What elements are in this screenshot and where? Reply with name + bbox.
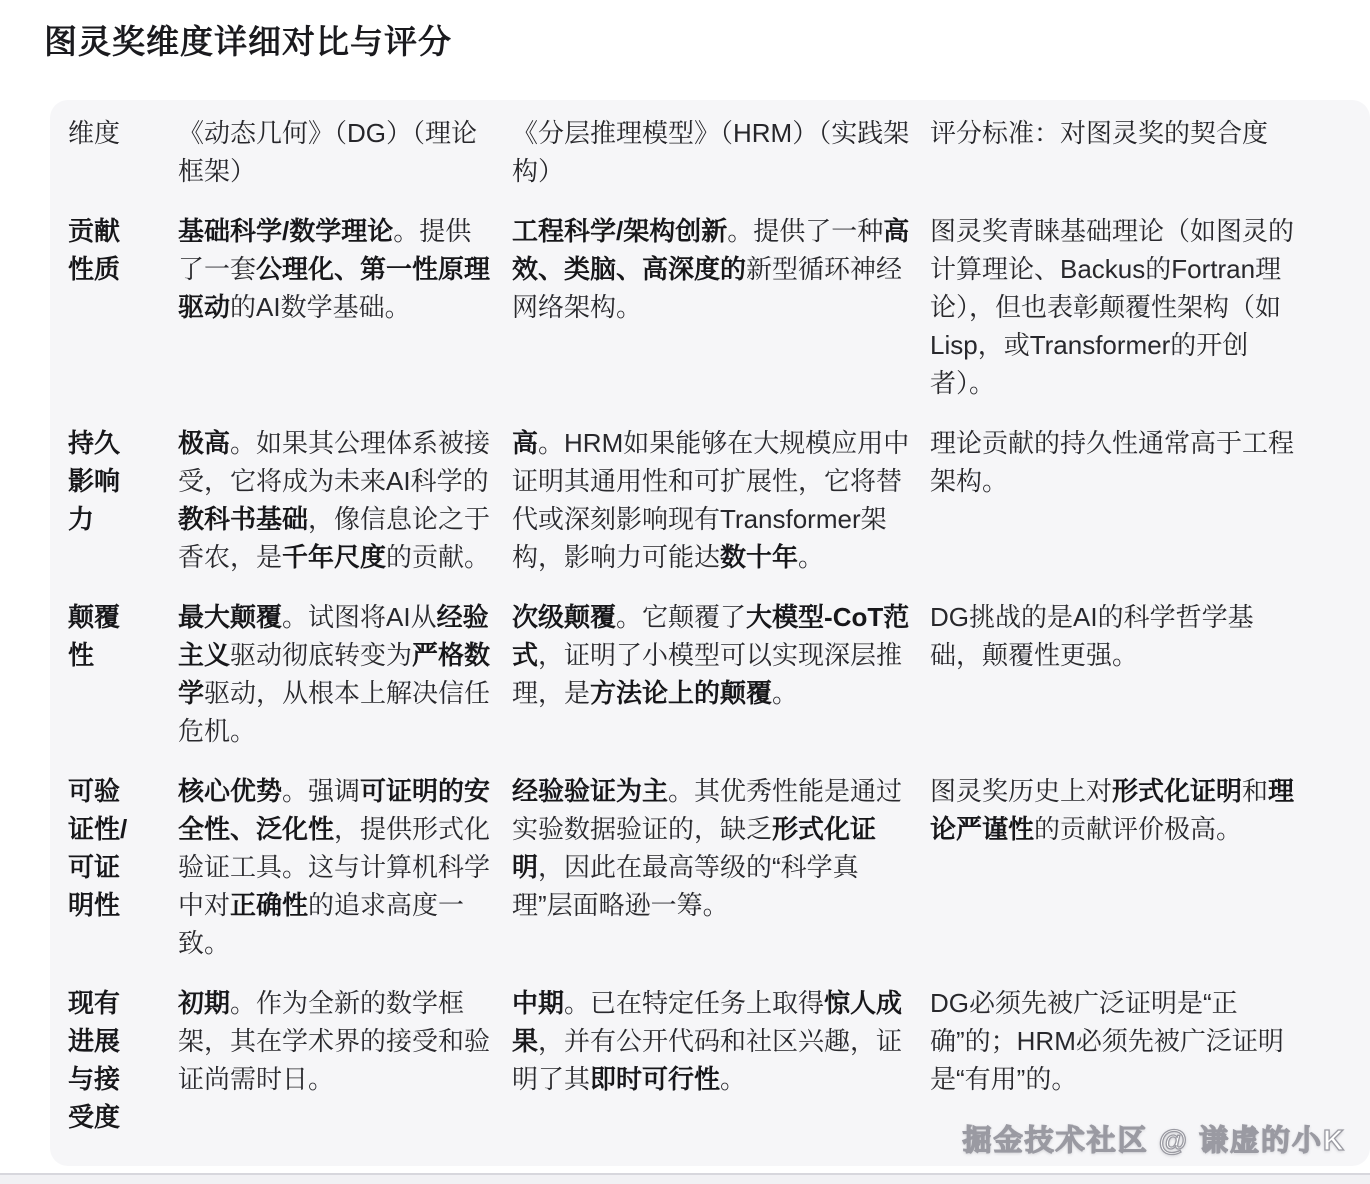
row-5-dimension-cell: 现有进展与接受度 [68,988,121,1132]
comparison-table-card [50,100,1370,1166]
comparison-table [68,114,1370,1136]
column-header-dg: 《动态几何》（DG）（理论框架） [178,118,478,186]
row-2-hrm-cell: 高。HRM如果能够在大规模应用中证明其通用性和可扩展性，它将替代或深刻影响现有Transformer架构，影响力可能达数十年。 [512,428,910,572]
column-header-dimension: 维度 [68,118,121,148]
page-title: 图灵奖维度详细对比与评分 [44,23,452,60]
row-1-dimension-cell: 贡献性质 [68,216,121,284]
row-5-dg-cell: 初期。作为全新的数学框架，其在学术界的接受和验证尚需时日。 [178,988,491,1094]
row-3-dg-cell: 最大颠覆。试图将AI从经验主义驱动彻底转变为严格数学驱动，从根本上解决信任危机。 [178,602,491,746]
row-1-dg-cell: 基础科学/数学理论。提供了一套公理化、第一性原理驱动的AI数学基础。 [178,216,491,322]
row-5-score-criteria-cell: DG必须先被广泛证明是“正确”的；HRM必须先被广泛证明是“有用”的。 [930,988,1284,1094]
column-header-hrm: 《分层推理模型》（HRM）（实践架构） [512,118,910,186]
row-4-score-criteria-cell: 图灵奖历史上对形式化证明和理论严谨性的贡献评价极高。 [930,776,1295,844]
row-5-hrm-cell: 中期。已在特定任务上取得惊人成果，并有公开代码和社区兴趣，证明了其即时可行性。 [512,988,903,1094]
row-2-dg-cell: 极高。如果其公理体系被接受，它将成为未来AI科学的教科书基础，像信息论之于香农，是千年尺度的贡献。 [178,428,491,572]
bottom-border [0,1173,1370,1184]
row-4-dimension-cell: 可验证性/可证明性 [68,776,128,920]
row-4-hrm-cell: 经验验证为主。其优秀性能是通过实验数据验证的，缺乏形式化证明，因此在最高等级的“科学真理”层面略逊一筹。 [512,776,903,920]
watermark: 掘金技术社区 @ 谦虚的小K [962,1125,1346,1157]
row-1-score-criteria-cell: 图灵奖青睐基础理论（如图灵的计算理论、Backus的Fortran理论），但也表彰颠覆性架构（如Lisp，或Transformer的开创者）。 [930,216,1295,398]
row-1-hrm-cell: 工程科学/架构创新。提供了一种高效、类脑、高深度的新型循环神经网络架构。 [512,216,910,322]
row-2-dimension-cell: 持久影响力 [68,428,121,534]
row-2-score-criteria-cell: 理论贡献的持久性通常高于工程架构。 [930,428,1295,496]
row-3-hrm-cell: 次级颠覆。它颠覆了大模型-CoT范式，证明了小模型可以实现深层推理，是方法论上的颠覆。 [512,602,910,708]
row-3-dimension-cell: 颠覆性 [68,602,121,670]
row-4-dg-cell: 核心优势。强调可证明的安全性、泛化性，提供形式化验证工具。这与计算机科学中对正确性的追求高度一致。 [178,776,491,958]
row-3-score-criteria-cell: DG挑战的是AI的科学哲学基础，颠覆性更强。 [930,602,1254,670]
column-header-score-criteria: 评分标准：对图灵奖的契合度 [930,118,1269,148]
